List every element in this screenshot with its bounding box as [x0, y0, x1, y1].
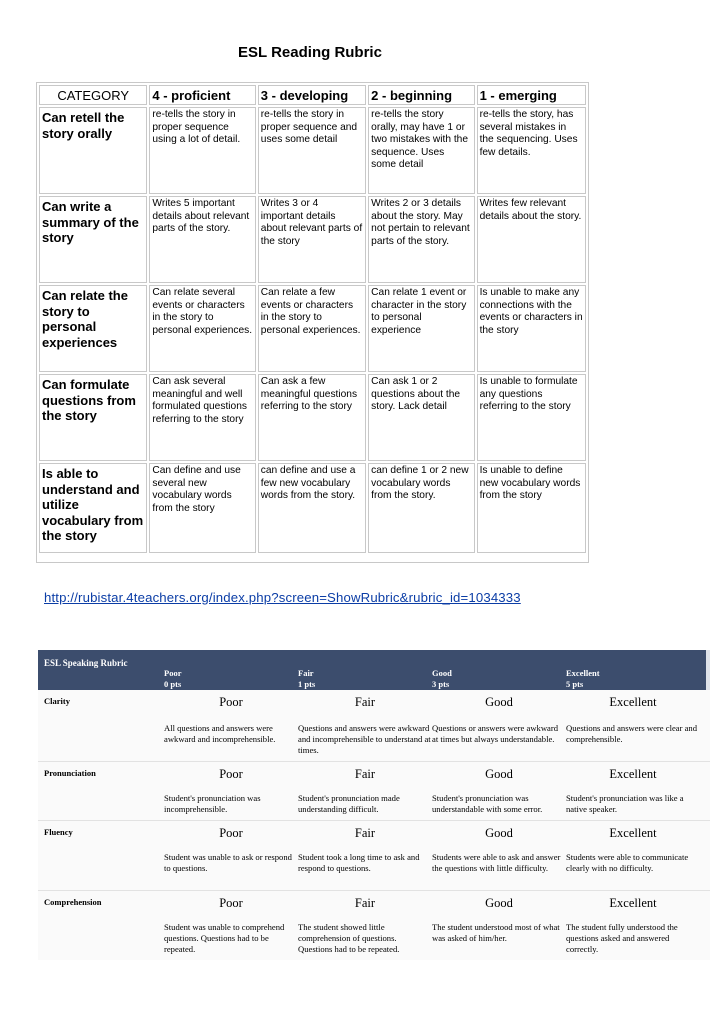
table-row: [39, 463, 586, 553]
table-row: [39, 107, 586, 194]
row-category: Can relate the story to personal experiences: [39, 285, 147, 372]
level-description: Questions and answers were awkward and incomprehensible to understand at times.: [298, 723, 431, 755]
cell-developing: Can ask a few meaningful questions referring to the story: [258, 374, 366, 461]
cell-emerging: re-tells the story, has several mistakes in the sequencing. Uses few details.: [477, 107, 586, 194]
level-label: Excellent: [609, 695, 657, 709]
header-developing: 3 - developing: [258, 85, 366, 105]
level-name: Fair: [298, 668, 314, 678]
speaking-row-fluency: [38, 821, 710, 891]
level-label: Poor: [219, 695, 243, 709]
level-label: Poor: [219, 896, 243, 910]
header-category: CATEGORY: [39, 85, 147, 105]
speaking-row-pronunciation: [38, 762, 710, 821]
level-points: 5 pts: [566, 679, 584, 689]
level-description: Student's pronunciation was like a native speaker.: [566, 793, 684, 814]
table-row: [39, 285, 586, 372]
level-description: Students were able to ask and answer the questions with little difficulty.: [432, 852, 561, 873]
level-label: Poor: [219, 826, 243, 840]
cell-beginning: can define 1 or 2 new vocabulary words from the story.: [368, 463, 474, 553]
row-category: Can write a summary of the story: [39, 196, 147, 283]
criterion-label: Clarity: [44, 696, 70, 706]
cell-developing: Writes 3 or 4 important details about relevant parts of the story: [258, 196, 366, 283]
level-description: Students were able to communicate clearly with no difficulty.: [566, 852, 689, 873]
cell-developing: Can relate a few events or characters in the story to personal experiences.: [258, 285, 366, 372]
level-label: Fair: [354, 695, 376, 709]
criterion-label: Pronunciation: [44, 768, 96, 778]
level-name: Excellent: [566, 668, 600, 678]
cell-emerging: Is unable to formulate any questions referring to the story: [477, 374, 586, 461]
level-description: Student's pronunciation made understanding difficult.: [298, 793, 400, 814]
level-description: The student fully understood the questions asked and answered correctly.: [566, 922, 678, 954]
level-description: Student's pronunciation was incomprehensible.: [164, 793, 261, 814]
level-points: 0 pts: [164, 679, 182, 689]
level-description: Student's pronunciation was understandable with some error.: [432, 793, 543, 814]
speaking-rubric-title: ESL Speaking Rubric: [44, 658, 128, 668]
cell-developing: can define and use a few new vocabulary words from the story.: [258, 463, 366, 553]
level-points: 3 pts: [432, 679, 450, 689]
level-label: Excellent: [609, 826, 657, 840]
cell-proficient: Writes 5 important details about relevant parts of the story.: [149, 196, 255, 283]
header-proficient: 4 - proficient: [149, 85, 255, 105]
level-description: The student showed little comprehension of questions. Questions had to be repeated.: [298, 922, 400, 954]
level-header-good: [432, 668, 452, 690]
level-label: Poor: [219, 767, 243, 781]
level-description: Questions and answers were clear and comprehensible.: [566, 723, 698, 744]
table-row: [39, 196, 586, 283]
level-description: Student took a long time to ask and respond to questions.: [298, 852, 420, 873]
level-header-fair: [298, 668, 315, 690]
speaking-row-clarity: [38, 690, 710, 762]
row-category: Can formulate questions from the story: [39, 374, 147, 461]
level-name: Good: [432, 668, 452, 678]
cell-developing: re-tells the story in proper sequence and uses some detail: [258, 107, 366, 194]
reading-rubric-table-container: [36, 82, 589, 563]
reading-rubric-table: [37, 83, 588, 555]
cell-emerging: Is unable to make any connections with the events or characters in the story: [477, 285, 586, 372]
cell-proficient: Can relate several events or characters in the story to personal experiences.: [149, 285, 255, 372]
row-category: Can retell the story orally: [39, 107, 147, 194]
level-label: Excellent: [609, 767, 657, 781]
cell-beginning: Can ask 1 or 2 questions about the story. Lack detail: [368, 374, 474, 461]
level-description: Questions or answers were awkward at times but always understandable.: [432, 723, 559, 744]
level-header-excellent: [566, 668, 600, 690]
cell-beginning: Writes 2 or 3 details about the story. May not pertain to relevant parts of the story.: [368, 196, 474, 283]
rubistar-link[interactable]: http://rubistar.4teachers.org/index.php?screen=ShowRubric&rubric_id=1034333: [44, 590, 521, 605]
header-beginning: 2 - beginning: [368, 85, 474, 105]
cell-emerging: Is unable to define new vocabulary words from the story: [477, 463, 586, 553]
cell-proficient: re-tells the story in proper sequence using a lot of detail.: [149, 107, 255, 194]
level-header-poor: [164, 668, 181, 690]
cell-emerging: Writes few relevant details about the story.: [477, 196, 586, 283]
level-label: Fair: [354, 896, 376, 910]
level-label: Fair: [354, 826, 376, 840]
table-row: [39, 374, 586, 461]
speaking-row-comprehension: [38, 891, 710, 960]
reading-rubric-title: ESL Reading Rubric: [238, 44, 382, 61]
cell-beginning: re-tells the story orally, may have 1 or two mistakes with the sequence. Uses some detail: [368, 107, 474, 194]
level-description: Student was unable to ask or respond to questions.: [164, 852, 292, 873]
reading-rubric-header-row: [39, 85, 586, 105]
header-edge: [706, 650, 710, 690]
level-label: Good: [485, 695, 513, 709]
header-emerging: 1 - emerging: [477, 85, 586, 105]
row-category: Is able to understand and utilize vocabulary from the story: [39, 463, 147, 553]
level-description: Student was unable to comprehend questions. Questions had to be repeated.: [164, 922, 285, 954]
level-label: Good: [485, 896, 513, 910]
level-description: All questions and answers were awkward and incomprehensible.: [164, 723, 276, 744]
level-label: Fair: [354, 767, 376, 781]
level-label: Good: [485, 767, 513, 781]
level-label: Good: [485, 826, 513, 840]
criterion-label: Fluency: [44, 827, 73, 837]
cell-beginning: Can relate 1 event or character in the story to personal experience: [368, 285, 474, 372]
cell-proficient: Can ask several meaningful and well formulated questions referring to the story: [149, 374, 255, 461]
speaking-rubric: [38, 650, 710, 960]
cell-proficient: Can define and use several new vocabulary words from the story: [149, 463, 255, 553]
level-description: The student understood most of what was asked of him/her.: [432, 922, 560, 943]
criterion-label: Comprehension: [44, 897, 102, 907]
level-name: Poor: [164, 668, 182, 678]
speaking-rubric-header: [38, 650, 710, 690]
level-points: 1 pts: [298, 679, 316, 689]
level-label: Excellent: [609, 896, 657, 910]
